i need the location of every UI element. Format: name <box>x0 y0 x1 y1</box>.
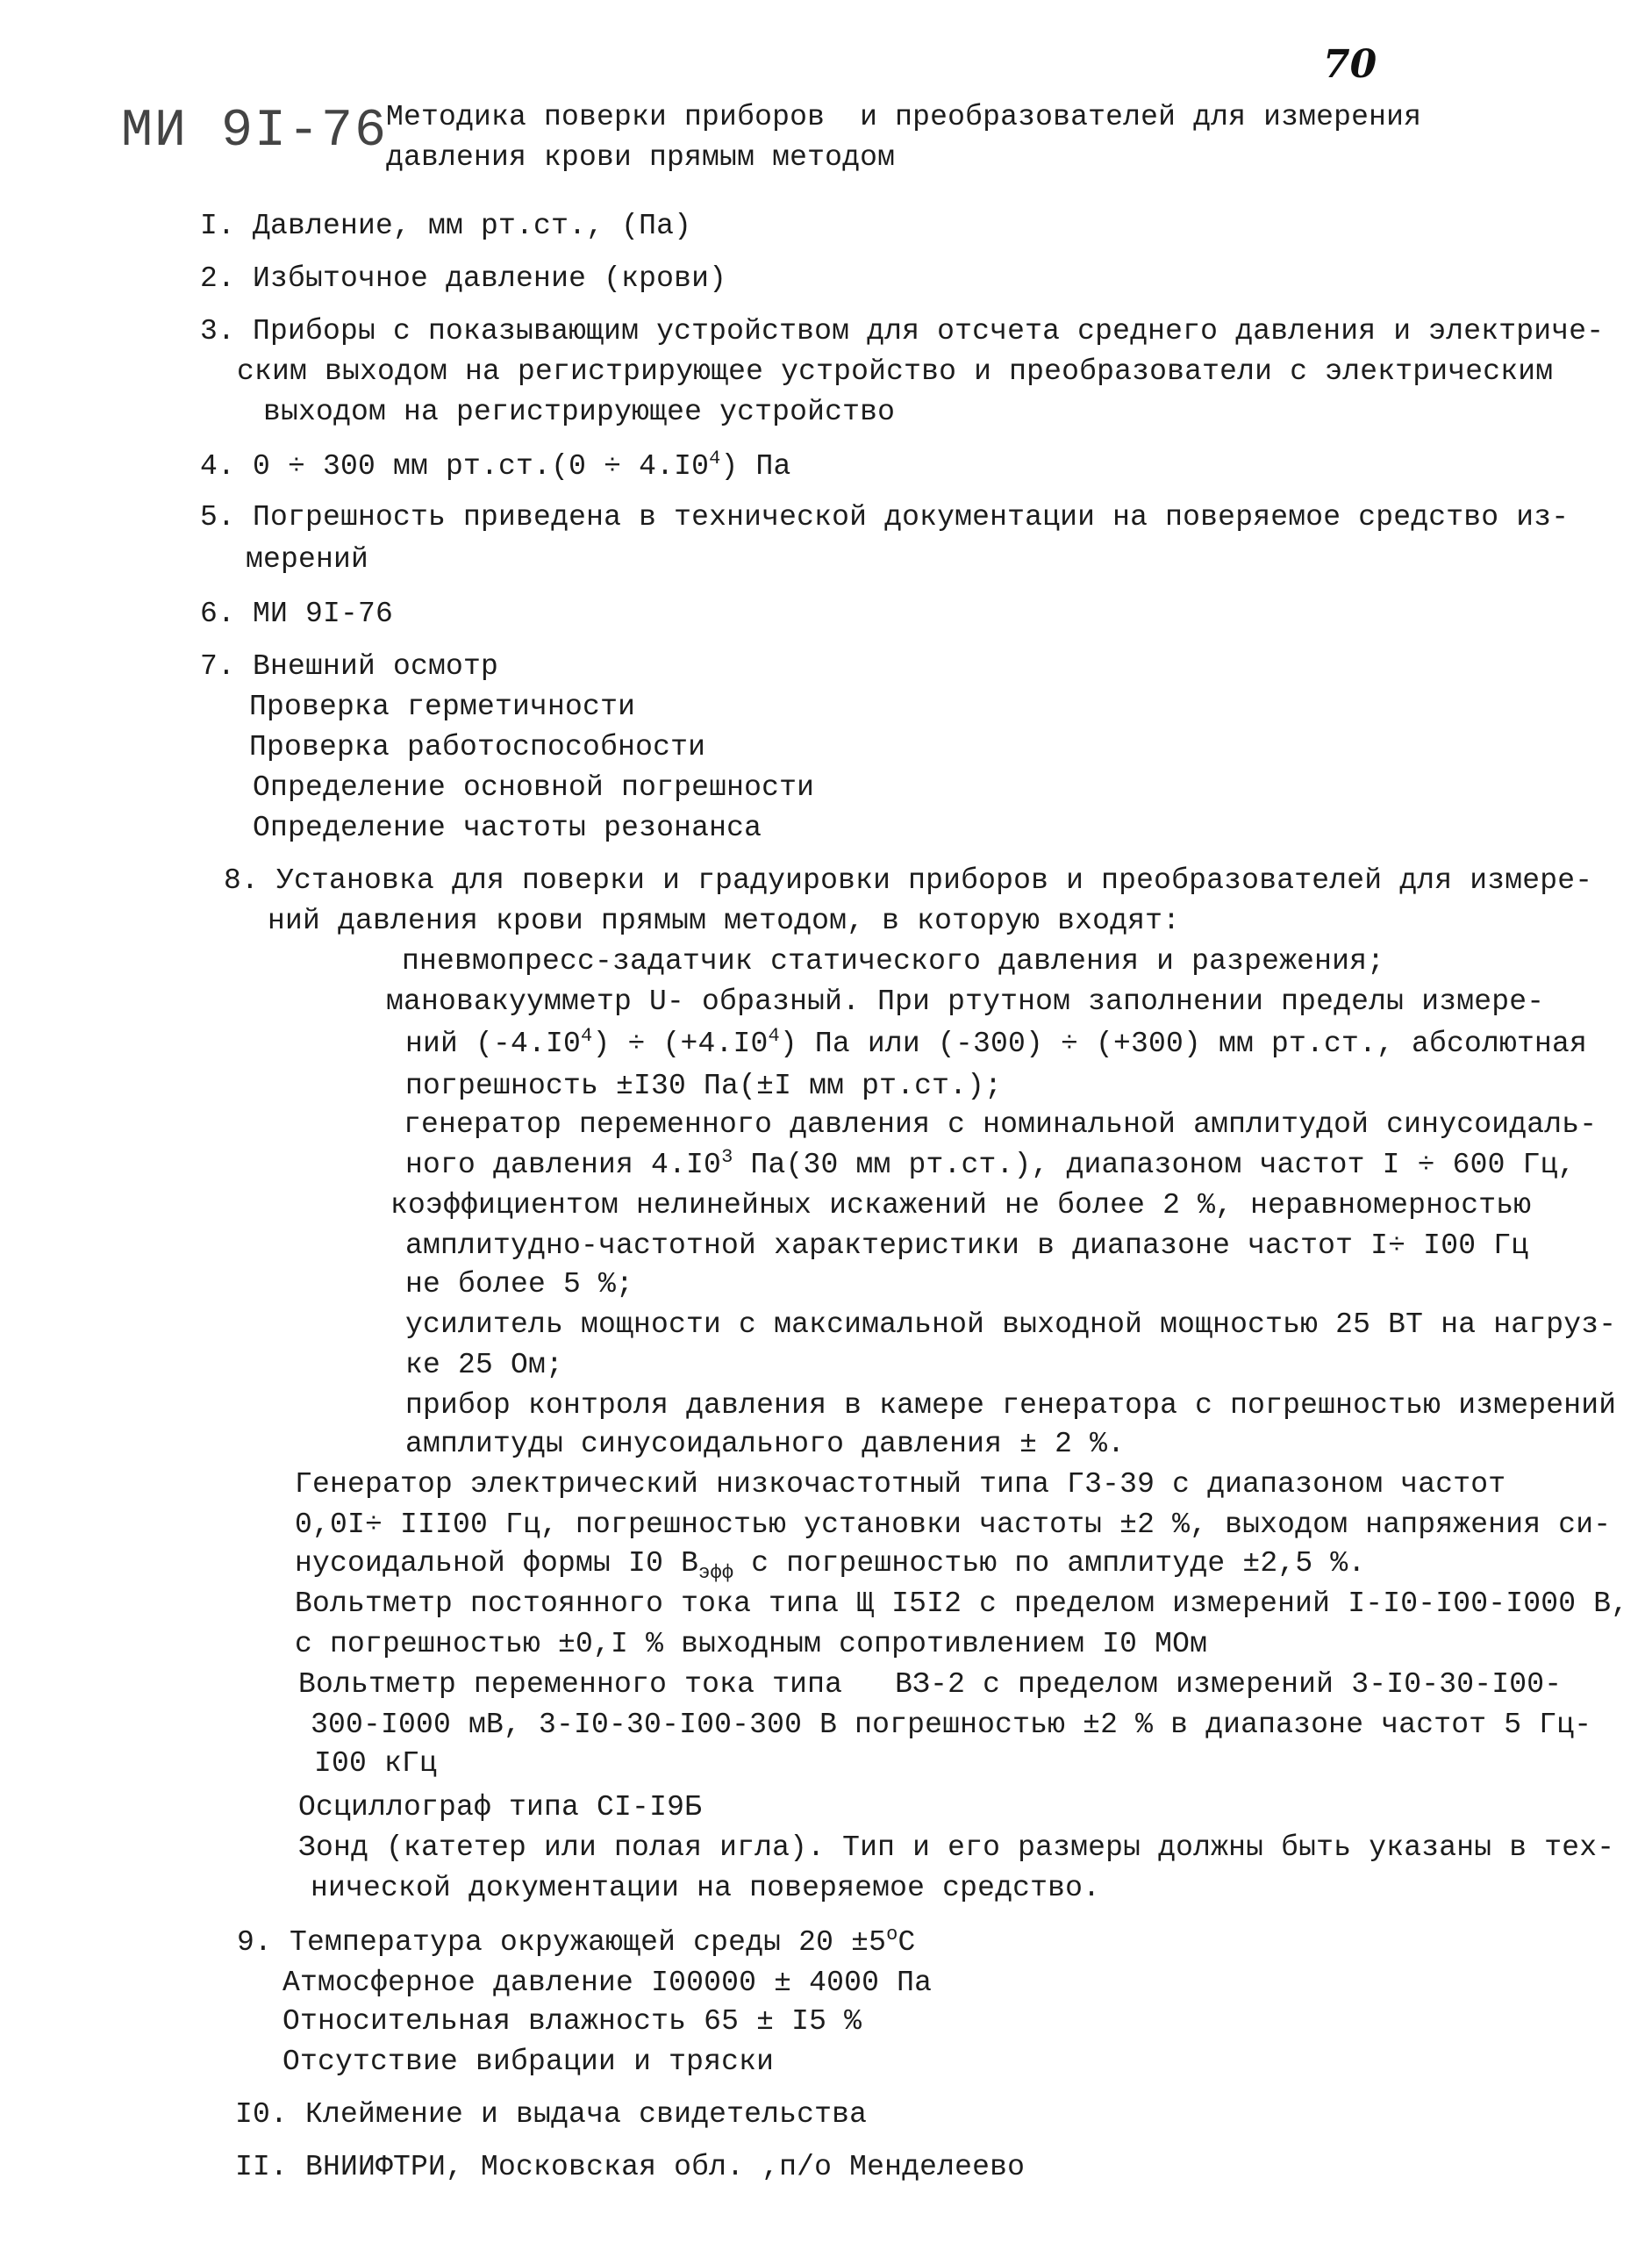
item-8-line: прибор контроля давления в камере генератора с погрешностью измерений <box>405 1389 1617 1422</box>
item-8-line: пневмопресс-задатчик статического давления и разрежения; <box>402 945 1385 978</box>
item-7-line: Проверка работоспособности <box>249 731 706 763</box>
item-8-line: I00 кГц <box>314 1747 438 1780</box>
item-8-line: не более 5 %; <box>405 1268 634 1301</box>
item-7-line: Определение частоты резонанса <box>253 812 762 844</box>
item-8-line: 8. Установка для поверки и градуировки приборов и преобразователей для измере- <box>224 864 1593 897</box>
item-3-line: 3. Приборы с показывающим устройством для отсчета среднего давления и электриче- <box>200 315 1605 348</box>
item-9-text: 9. Температура окружающей среды 20 ±5 <box>237 1926 887 1959</box>
item-8-line <box>405 1148 1576 1183</box>
item-8-line: амплитудно-частотной характеристики в диапазоне частот I÷ I00 Гц <box>405 1229 1529 1262</box>
item-3-line: выходом на регистрирующее устройство <box>263 396 896 428</box>
item-8-line: коэффициентом нелинейных искажений не более 2 %, неравномерностью <box>390 1189 1532 1222</box>
degree-symbol: о <box>886 1924 898 1946</box>
item-2: 2. Избыточное давление (крови) <box>200 262 727 295</box>
item-8-line: 300-I000 мВ, 3-I0-30-I00-300 В погрешностью ±2 % в диапазоне частот 5 Гц- <box>311 1709 1592 1741</box>
document-code: МИ 9I-76 <box>121 102 389 161</box>
item-10: I0. Клеймение и выдача свидетельства <box>235 2098 868 2131</box>
item-8-line: Вольтметр переменного тока типа ВЗ-2 с пределом измерений 3-I0-30-I00- <box>298 1668 1563 1701</box>
item-4-text: ) Па <box>720 450 791 483</box>
item-8-line: нической документации на поверяемое средство. <box>311 1872 1101 1904</box>
item-8-text: с погрешностью по амплитуде ±2,5 %. <box>733 1547 1366 1580</box>
exponent: 4 <box>709 448 721 469</box>
subscript: эфф <box>698 1562 734 1584</box>
document-title-line: давления крови прямым методом <box>386 141 896 174</box>
page-number: 70 <box>1323 42 1377 87</box>
item-7-line: Проверка герметичности <box>249 691 636 723</box>
item-11: II. ВНИИФТРИ, Московская обл. ,п/о Менделеево <box>235 2151 1026 2183</box>
item-8-line: с погрешностью ±0,I % выходным сопротивлением I0 МОм <box>295 1628 1208 1660</box>
item-9-line <box>237 1925 916 1960</box>
item-8-text: нусоидальной формы I0 В <box>295 1547 699 1580</box>
item-8-line: 0,0I÷ III00 Гц, погрешностью установки частоты ±2 %, выходом напряжения си- <box>295 1508 1612 1541</box>
item-9-line: Относительная влажность 65 ± I5 % <box>282 2005 862 2038</box>
item-8-line: Генератор электрический низкочастотный типа Г3-39 с диапазоном частот <box>295 1468 1506 1501</box>
item-8-line: Осциллограф типа СI-I9Б <box>298 1791 703 1824</box>
item-9-line: Отсутствие вибрации и тряски <box>282 2046 775 2078</box>
exponent: 3 <box>721 1146 733 1168</box>
item-8-line: ний давления крови прямым методом, в которую входят: <box>268 905 1181 937</box>
item-7-line: 7. Внешний осмотр <box>200 650 499 683</box>
item-8-line: амплитуды синусоидального давления ± 2 %. <box>405 1428 1126 1460</box>
item-6: 6. МИ 9I-76 <box>200 598 394 630</box>
item-5-line: мерений <box>246 543 369 576</box>
item-4-text: 4. 0 ÷ 300 мм рт.ст.(0 ÷ 4.I0 <box>200 450 710 483</box>
exponent: 4 <box>581 1025 593 1047</box>
document-title-line: Методика поверки приборов и преобразователей для измерения <box>386 101 1422 133</box>
item-8-text: ) ÷ (+4.I0 <box>592 1028 769 1060</box>
item-4 <box>200 449 791 484</box>
item-8-line: Вольтметр постоянного тока типа Щ I5I2 с пределом измерений I-I0-I00-I000 В, <box>295 1587 1629 1620</box>
item-3-line: ским выходом на регистрирующее устройство и преобразователи с электрическим <box>237 355 1554 388</box>
item-8-text: ний (-4.I0 <box>405 1028 582 1060</box>
item-8-text: ного давления 4.I0 <box>405 1149 722 1181</box>
item-9-line: Атмосферное давление I00000 ± 4000 Па <box>282 1967 933 1999</box>
item-8-line: генератор переменного давления с номинальной амплитудой синусоидаль- <box>404 1108 1598 1141</box>
item-8-text: ) Па или (-300) ÷ (+300) мм рт.ст., абсолютная <box>779 1028 1588 1060</box>
item-8-line: усилитель мощности с максимальной выходной мощностью 25 ВТ на нагруз- <box>405 1308 1617 1341</box>
item-5-line: 5. Погрешность приведена в технической документации на поверяемое средство из- <box>200 501 1570 534</box>
item-8-line <box>295 1546 1366 1584</box>
item-9-text: С <box>898 1926 916 1959</box>
exponent: 4 <box>768 1025 780 1047</box>
item-8-line: Зонд (катетер или полая игла). Тип и его размеры должны быть указаны в тех- <box>298 1831 1615 1864</box>
item-8-text: Па(30 мм рт.ст.), диапазоном частот I ÷ 600 Гц, <box>733 1149 1576 1181</box>
item-8-line: мановакуумметр U- образный. При ртутном заполнении пределы измере- <box>386 985 1545 1018</box>
item-7-line: Определение основной погрешности <box>253 771 815 804</box>
item-8-line: погрешность ±I30 Па(±I мм рт.ст.); <box>405 1070 1003 1102</box>
item-8-line <box>405 1027 1587 1062</box>
item-8-line: ке 25 Ом; <box>405 1349 564 1381</box>
item-1: I. Давление, мм рт.ст., (Па) <box>200 210 692 242</box>
